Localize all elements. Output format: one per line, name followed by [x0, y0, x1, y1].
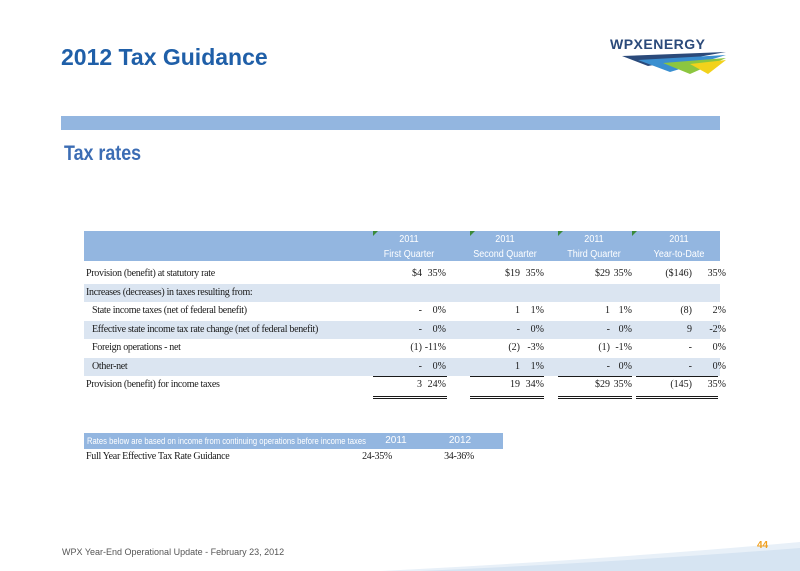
- amount-cell: 3: [417, 379, 422, 390]
- column-header-q1: 2011 First Quarter: [383, 234, 435, 260]
- row-label: Effective state income tax rate change (net of federal benefit): [92, 323, 319, 335]
- guidance-row-label: Full Year Effective Tax Rate Guidance: [86, 451, 230, 462]
- row-label: Provision (benefit) at statutory rate: [86, 268, 215, 279]
- logo-text: WPXENERGY: [610, 36, 706, 52]
- amount-cell: $29: [595, 379, 610, 390]
- amount-cell: $29: [595, 268, 610, 279]
- percent-cell: -1%: [615, 342, 632, 353]
- table-row: [84, 376, 726, 395]
- guidance-year-2011: 2011: [385, 435, 407, 446]
- table-row: [84, 321, 726, 340]
- amount-cell: -: [688, 360, 692, 372]
- percent-cell: -11%: [424, 342, 446, 353]
- percent-cell: -3%: [527, 342, 544, 353]
- percent-cell: -2%: [709, 323, 726, 335]
- percent-cell: 2%: [712, 305, 726, 316]
- amount-cell: 19: [510, 379, 520, 390]
- amount-cell: (145): [670, 379, 692, 390]
- percent-cell: 0%: [618, 323, 632, 335]
- percent-cell: 35%: [707, 379, 726, 390]
- amount-cell: (1): [598, 342, 610, 353]
- table-row: [84, 339, 726, 358]
- tax-rates-table: [84, 231, 726, 395]
- percent-cell: 0%: [432, 323, 446, 335]
- percent-cell: 35%: [613, 268, 632, 279]
- column-header-ytd: 2011 Year-to-Date: [653, 234, 705, 260]
- footer-swoosh: [380, 540, 800, 571]
- amount-cell: -: [418, 360, 422, 372]
- percent-cell: 0%: [618, 360, 632, 372]
- guidance-value-2012: 34-36%: [444, 451, 474, 462]
- table-body: [84, 265, 726, 395]
- percent-cell: 35%: [427, 268, 446, 279]
- amount-cell: -: [606, 360, 610, 372]
- amount-cell: (1): [410, 342, 422, 353]
- guidance-value-2011: 24-35%: [362, 451, 392, 462]
- percent-cell: 34%: [525, 379, 544, 390]
- percent-cell: 35%: [707, 268, 726, 279]
- guidance-header-label: Rates below are based on income from continuing operations before income taxes: [87, 436, 366, 446]
- percent-cell: 1%: [530, 360, 544, 372]
- amount-cell: $19: [505, 268, 520, 279]
- amount-cell: 9: [687, 323, 692, 335]
- row-label: Increases (decreases) in taxes resulting from:: [86, 286, 253, 298]
- row-label: State income taxes (net of federal benefit): [92, 305, 247, 316]
- amount-cell: -: [516, 323, 520, 335]
- wpx-energy-logo: [608, 36, 728, 74]
- percent-cell: 0%: [432, 305, 446, 316]
- guidance-year-2012: 2012: [448, 435, 472, 446]
- percent-cell: 35%: [525, 268, 544, 279]
- table-row: [84, 358, 726, 377]
- amount-cell: -: [688, 342, 692, 353]
- percent-cell: 1%: [618, 305, 632, 316]
- amount-cell: 1: [605, 305, 610, 316]
- guidance-header: [84, 433, 503, 449]
- amount-cell: ($146): [665, 268, 692, 279]
- header-band: [61, 116, 720, 130]
- percent-cell: 0%: [712, 342, 726, 353]
- section-subtitle: Tax rates: [64, 142, 142, 165]
- table-row: [84, 302, 726, 321]
- percent-cell: 24%: [427, 379, 446, 390]
- row-label: Provision (benefit) for income taxes: [86, 379, 220, 390]
- column-header-q2: 2011 Second Quarter: [473, 234, 537, 260]
- percent-cell: 0%: [530, 323, 544, 335]
- table-row: [84, 284, 720, 303]
- amount-cell: (8): [680, 305, 692, 316]
- percent-cell: 0%: [712, 360, 726, 372]
- amount-cell: 1: [515, 360, 520, 372]
- amount-cell: $4: [412, 268, 422, 279]
- percent-cell: 35%: [613, 379, 632, 390]
- guidance-row: [84, 449, 503, 465]
- table-row: [84, 265, 726, 284]
- percent-cell: 0%: [432, 360, 446, 372]
- guidance-table: [84, 433, 503, 465]
- amount-cell: -: [606, 323, 610, 335]
- amount-cell: -: [418, 323, 422, 335]
- amount-cell: -: [418, 305, 422, 316]
- page-title: 2012 Tax Guidance: [61, 44, 268, 70]
- footer-text: WPX Year-End Operational Update - February 23, 2012: [62, 547, 285, 557]
- row-label: Other-net: [92, 360, 128, 372]
- column-header-q3: 2011 Third Quarter: [567, 234, 621, 260]
- amount-cell: 1: [515, 305, 520, 316]
- row-label: Foreign operations - net: [92, 342, 181, 353]
- amount-cell: (2): [508, 342, 520, 353]
- percent-cell: 1%: [530, 305, 544, 316]
- table-header: [84, 231, 720, 263]
- page-number: 44: [757, 540, 769, 551]
